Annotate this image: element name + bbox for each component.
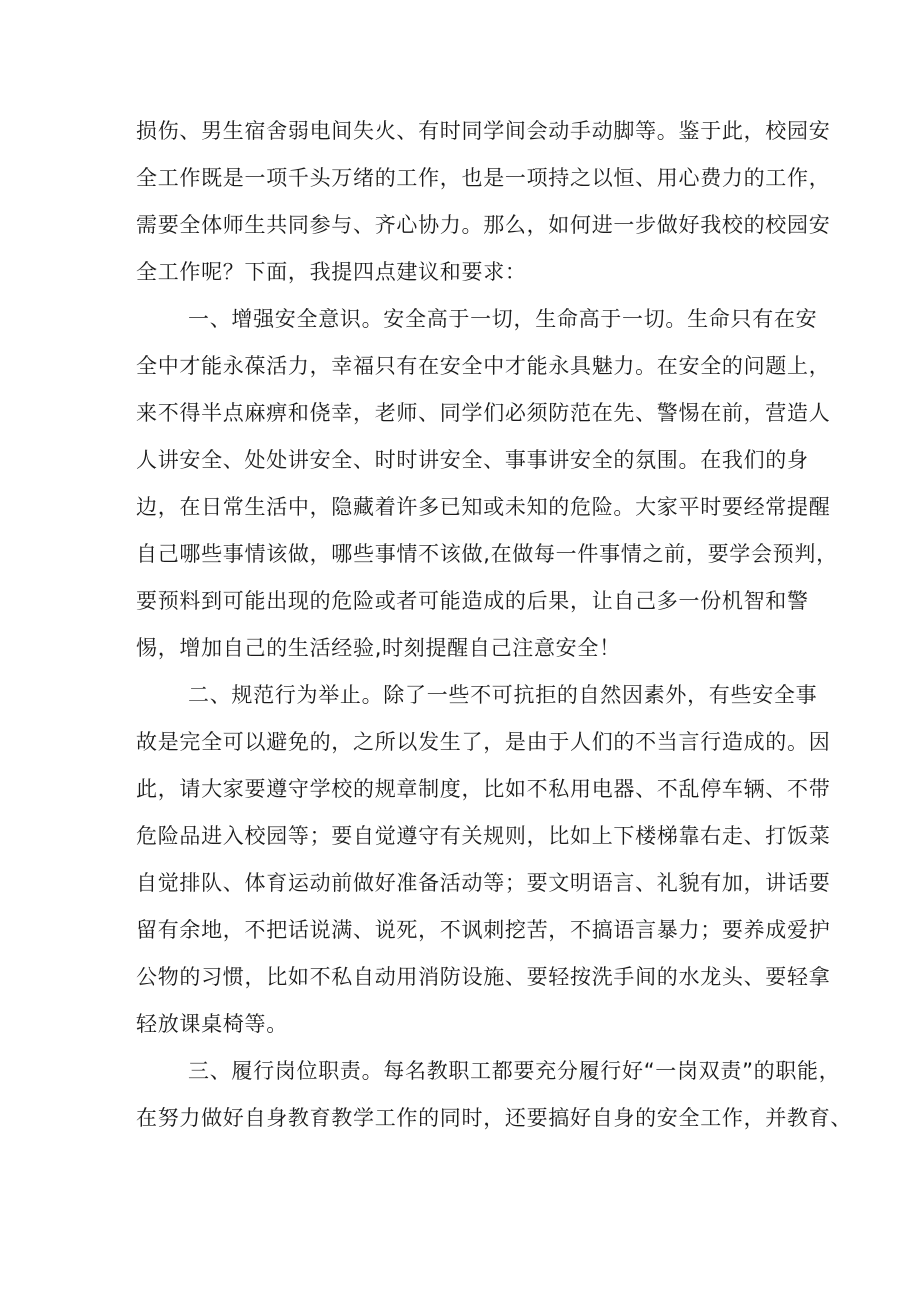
- text-line: 轻放课桌椅等。: [136, 1012, 288, 1036]
- paragraph-first-line: 二、规范行为举止。除了一些不可抗拒的自然因素外，有些安全事: [188, 683, 818, 707]
- text-line: 自己哪些事情该做，哪些事情不该做,在做每一件事情之前，要学会预判，: [136, 542, 838, 566]
- text-line: 需要全体师生共同参与、齐心协力。那么，如何进一步做好我校的校园安: [136, 213, 831, 237]
- text-line: 全工作呢？下面，我提四点建议和要求：: [136, 260, 527, 284]
- document-body: [136, 108, 853, 1142]
- paragraph-first-line: 三、履行岗位职责。每名教职工都要充分履行好“一岗双责”的职能，: [188, 1059, 841, 1083]
- text-line: 惕，增加自己的生活经验,时刻提醒自己注意安全！: [136, 636, 621, 660]
- text-line: 人讲安全、处处讲安全、时时讲安全、事事讲安全的氛围。在我们的身: [136, 448, 809, 472]
- text-line: 要预料到可能出现的危险或者可能造成的后果，让自己多一份机智和警: [136, 589, 809, 613]
- paragraph-first-line: 一、增强安全意识。安全高于一切，生命高于一切。生命只有在安: [188, 307, 818, 331]
- text-line: 在努力做好自身教育教学工作的同时，还要搞好自身的安全工作，并教育、: [136, 1106, 853, 1130]
- text-line: 自觉排队、体育运动前做好准备活动等；要文明语言、礼貌有加，讲话要: [136, 871, 831, 895]
- text-line: 全工作既是一项千头万绪的工作，也是一项持之以恒、用心费力的工作，: [136, 166, 831, 190]
- text-line: 全中才能永葆活力，幸福只有在安全中才能永具魅力。在安全的问题上，: [136, 354, 831, 378]
- text-line: 故是完全可以避免的，之所以发生了，是由于人们的不当言行造成的。因: [136, 730, 831, 754]
- text-line: 公物的习惯，比如不私自动用消防设施、要轻按洗手间的水龙头、要轻拿: [136, 965, 831, 989]
- text-line: 危险品进入校园等；要自觉遵守有关规则，比如上下楼梯靠右走、打饭菜: [136, 824, 831, 848]
- text-line: 损伤、男生宿舍弱电间失火、有时同学间会动手动脚等。鉴于此，校园安: [136, 119, 831, 143]
- text-line: 留有余地，不把话说满、说死，不讽刺挖苦，不搞语言暴力；要养成爱护: [136, 918, 831, 942]
- text-line: 边，在日常生活中，隐藏着许多已知或未知的危险。大家平时要经常提醒: [136, 495, 831, 519]
- text-line: 来不得半点麻痹和侥幸，老师、同学们必须防范在先、警惕在前，营造人: [136, 401, 831, 425]
- text-line: 此，请大家要遵守学校的规章制度，比如不私用电器、不乱停车辆、不带: [136, 777, 831, 801]
